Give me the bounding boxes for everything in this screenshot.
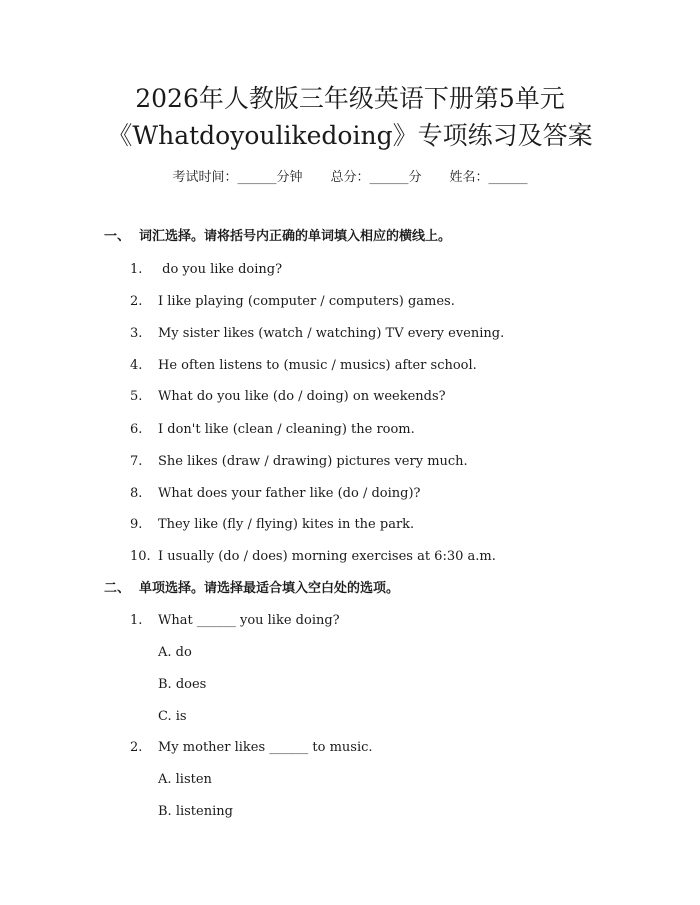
item-text: I usually (do / does) morning exercises at 6:30 a.m. [158,549,496,564]
item-number: 4. [130,358,143,373]
item-text: What does your father like (do / doing)? [158,486,421,501]
item-number: 10. [130,549,151,564]
exam-name: 姓名：______ [449,170,528,185]
item-text: She likes (draw / drawing) pictures very much. [158,454,468,469]
section-2-title: 单项选择。请选择最适合填入空白处的选项。 [139,581,400,596]
exam-score: 总分：______分 [330,170,422,185]
item-number: 5. [130,389,143,404]
option-b: B. does [158,677,207,692]
item-number: 7. [130,454,143,469]
item-text: I like playing (computer / computers) games. [158,294,455,309]
question-number: 2. [130,740,143,755]
item-text: My sister likes (watch / watching) TV every evening. [158,326,505,341]
title-line-1: 2026年人教版三年级英语下册第5单元 [135,84,565,113]
item-number: 2. [130,294,143,309]
section-1-title: 词汇选择。请将括号内正确的单词填入相应的横线上。 [139,229,452,244]
item-text: do you like doing? [158,262,283,277]
title-line-2: 《Whatdoyoulikedoing》专项练习及答案 [107,121,593,150]
item-text: I don't like (clean / cleaning) the room. [158,422,415,437]
section-2-number: 二、 [104,581,131,596]
section-2-heading [104,580,399,598]
exam-info [0,169,700,187]
option-c: C. is [158,709,187,724]
exam-time: 考试时间：______分钟 [172,170,303,185]
section-1-heading [104,228,451,246]
item-text: He often listens to (music / musics) after school. [158,358,477,373]
item-number: 6. [130,422,143,437]
item-number: 8. [130,486,143,501]
option-a: A. listen [158,772,212,787]
item-number: 3. [130,326,143,341]
item-number: 9. [130,517,143,532]
option-b: B. listening [158,804,233,819]
item-number: 1. [130,262,143,277]
question-text: What ______ you like doing? [158,613,340,628]
item-text: What do you like (do / doing) on weekends? [158,389,446,404]
item-text: They like (fly / flying) kites in the park. [158,517,415,532]
question-text: My mother likes ______ to music. [158,740,373,755]
question-number: 1. [130,613,143,628]
option-a: A. do [158,645,192,660]
section-1-number: 一、 [104,229,131,244]
